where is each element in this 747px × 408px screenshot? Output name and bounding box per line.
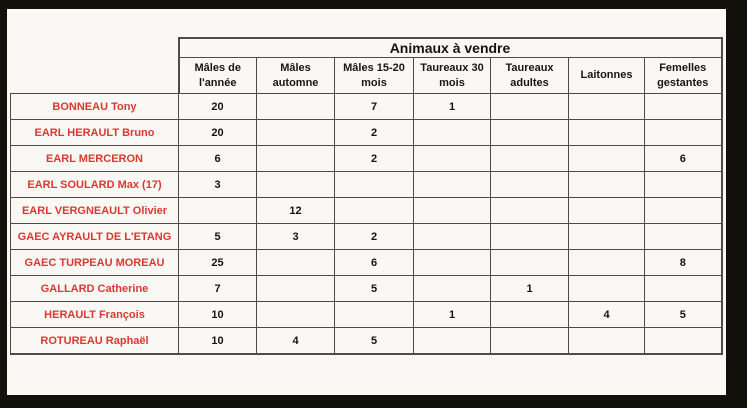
value-cell: 5 <box>335 328 414 355</box>
table-row <box>11 328 722 355</box>
value-cell <box>569 276 645 302</box>
value-cell: 5 <box>645 302 722 328</box>
table-row <box>11 120 722 146</box>
value-cell <box>569 94 645 120</box>
value-cell: 3 <box>179 172 257 198</box>
column-header-femelles-gestantes: Femelles gestantes <box>645 58 722 94</box>
value-cell <box>645 198 722 224</box>
value-cell <box>491 94 569 120</box>
table-row <box>11 250 722 276</box>
value-cell: 2 <box>335 120 414 146</box>
value-cell <box>335 172 414 198</box>
column-header-taureaux-30: Taureaux 30 mois <box>414 58 491 94</box>
value-cell <box>491 302 569 328</box>
value-cell <box>491 172 569 198</box>
title-row <box>11 38 722 58</box>
value-cell: 20 <box>179 94 257 120</box>
value-cell: 5 <box>335 276 414 302</box>
value-cell: 6 <box>335 250 414 276</box>
value-cell <box>491 146 569 172</box>
table-row <box>11 224 722 250</box>
value-cell: 2 <box>335 146 414 172</box>
value-cell <box>179 198 257 224</box>
value-cell <box>335 302 414 328</box>
value-cell <box>257 172 335 198</box>
value-cell: 4 <box>569 302 645 328</box>
value-cell <box>569 224 645 250</box>
column-header-row <box>11 58 722 94</box>
value-cell <box>491 224 569 250</box>
value-cell <box>569 328 645 355</box>
value-cell <box>491 250 569 276</box>
value-cell <box>569 146 645 172</box>
value-cell <box>569 172 645 198</box>
table-row <box>11 146 722 172</box>
value-cell <box>414 146 491 172</box>
table-row <box>11 172 722 198</box>
value-cell <box>257 302 335 328</box>
row-label: GALLARD Catherine <box>11 276 179 302</box>
value-cell <box>569 250 645 276</box>
value-cell <box>491 198 569 224</box>
value-cell <box>645 120 722 146</box>
value-cell <box>491 328 569 355</box>
value-cell: 25 <box>179 250 257 276</box>
value-cell: 2 <box>335 224 414 250</box>
row-label: BONNEAU Tony <box>11 94 179 120</box>
value-cell: 5 <box>179 224 257 250</box>
row-label: HERAULT François <box>11 302 179 328</box>
value-cell: 1 <box>414 94 491 120</box>
value-cell: 8 <box>645 250 722 276</box>
column-header-laitonnes: Laitonnes <box>569 58 645 94</box>
table-row <box>11 198 722 224</box>
table-row <box>11 94 722 120</box>
column-header-males-annee: Mâles de l'année <box>179 58 257 94</box>
value-cell: 10 <box>179 328 257 355</box>
table-row <box>11 302 722 328</box>
table-title: Animaux à vendre <box>179 38 722 58</box>
value-cell: 7 <box>335 94 414 120</box>
value-cell <box>257 94 335 120</box>
row-label: EARL HERAULT Bruno <box>11 120 179 146</box>
value-cell: 1 <box>414 302 491 328</box>
row-label: GAEC TURPEAU MOREAU <box>11 250 179 276</box>
value-cell <box>257 276 335 302</box>
value-cell <box>414 224 491 250</box>
corner-spacer <box>11 38 179 58</box>
value-cell: 10 <box>179 302 257 328</box>
value-cell: 6 <box>645 146 722 172</box>
value-cell <box>414 172 491 198</box>
value-cell <box>645 328 722 355</box>
row-label: EARL MERCERON <box>11 146 179 172</box>
value-cell <box>335 198 414 224</box>
table-row <box>11 276 722 302</box>
row-label: EARL SOULARD Max (17) <box>11 172 179 198</box>
value-cell: 3 <box>257 224 335 250</box>
document-page <box>7 9 726 395</box>
animals-for-sale-table <box>10 37 723 355</box>
value-cell: 1 <box>491 276 569 302</box>
value-cell: 12 <box>257 198 335 224</box>
value-cell <box>645 276 722 302</box>
column-header-males-15-20: Mâles 15-20 mois <box>335 58 414 94</box>
value-cell <box>569 198 645 224</box>
column-header-males-automne: Mâles automne <box>257 58 335 94</box>
value-cell: 7 <box>179 276 257 302</box>
value-cell: 4 <box>257 328 335 355</box>
value-cell <box>257 120 335 146</box>
row-label: EARL VERGNEAULT Olivier <box>11 198 179 224</box>
column-header-taureaux-adultes: Taureaux adultes <box>491 58 569 94</box>
corner-spacer <box>11 58 179 94</box>
value-cell <box>257 146 335 172</box>
table-body <box>11 94 722 355</box>
value-cell <box>645 94 722 120</box>
value-cell <box>645 172 722 198</box>
value-cell <box>645 224 722 250</box>
row-label: ROTUREAU Raphaël <box>11 328 179 355</box>
value-cell <box>414 328 491 355</box>
value-cell <box>569 120 645 146</box>
value-cell <box>414 198 491 224</box>
value-cell <box>257 250 335 276</box>
value-cell: 6 <box>179 146 257 172</box>
row-label: GAEC AYRAULT DE L'ETANG <box>11 224 179 250</box>
value-cell <box>414 250 491 276</box>
value-cell <box>491 120 569 146</box>
value-cell <box>414 276 491 302</box>
value-cell: 20 <box>179 120 257 146</box>
value-cell <box>414 120 491 146</box>
